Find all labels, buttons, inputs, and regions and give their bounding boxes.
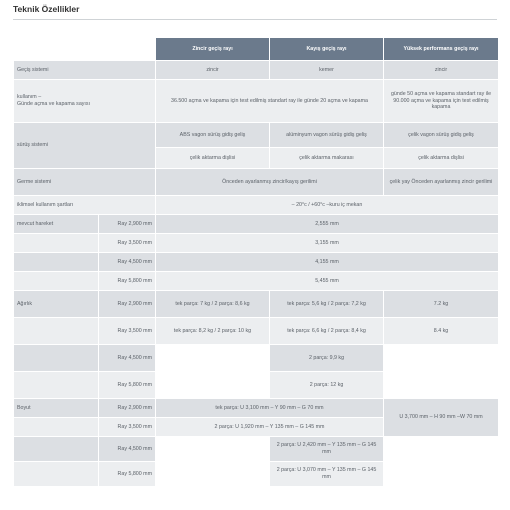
- row-label: Germe sistemi: [14, 169, 155, 195]
- ray-length: Ray 5,800 mm: [99, 372, 155, 398]
- cell-zincir: tek parça: 7 kg / 2 parça: 8,6 kg: [156, 291, 269, 317]
- row-label-empty: [14, 462, 98, 486]
- row-mevcut: [14, 215, 498, 233]
- ray-length: Ray 2,900 mm: [99, 399, 155, 417]
- ray-length: Ray 3,500 mm: [99, 234, 155, 252]
- cell-yuksek: çelik yay Önceden ayarlanmış zincir gerilimi: [384, 169, 498, 195]
- cell-yuksek: çelik vagon sürüş gidiş geliş: [384, 123, 498, 147]
- title-divider: [13, 19, 497, 20]
- row-agirlik: [14, 372, 498, 398]
- ray-length: Ray 5,800 mm: [99, 272, 155, 290]
- row-iklimsel: [14, 196, 498, 214]
- cell-kayis: kemer: [270, 61, 383, 79]
- cell-yuksek: zincir: [384, 61, 498, 79]
- table-header-row: [14, 38, 498, 60]
- row-label: iklimsel kullanım şartları: [14, 196, 155, 214]
- row-germe: [14, 169, 498, 195]
- row-label: Geçiş sistemi: [14, 61, 155, 79]
- cell-zincir-kayis: tek parça: U 3,100 mm – Y 90 mm – G 70 mm: [156, 399, 383, 417]
- row-mevcut: [14, 253, 498, 271]
- cell-zincir: zincir: [156, 61, 269, 79]
- cell-kayis: tek parça: 5,6 kg / 2 parça: 7,2 kg: [270, 291, 383, 317]
- row-label-empty: [14, 234, 98, 252]
- header-blank: [14, 38, 155, 60]
- row-label: kullanım – Günde açma ve kapama sayısı: [14, 80, 155, 122]
- cell-kayis: 2 parça: U 3,070 mm – Y 135 mm – G 145 mm: [270, 462, 383, 486]
- cell-empty: [384, 462, 498, 486]
- ray-length: Ray 5,800 mm: [99, 462, 155, 486]
- cell-yuksek: 7.2 kg: [384, 291, 498, 317]
- cell-zincir: ABS vagon sürüş gidiş geliş: [156, 123, 269, 147]
- cell-kayis: 2 parça: U 2,420 mm – Y 135 mm – G 145 mm: [270, 437, 383, 461]
- cell-yuksek: çelik aktarma dişlisi: [384, 148, 498, 168]
- row-label-empty: [14, 318, 98, 344]
- ray-length: Ray 3,500 mm: [99, 318, 155, 344]
- row-label-empty: [14, 372, 98, 398]
- cell-kayis: çelik aktarma makarası: [270, 148, 383, 168]
- cell-kayis: 2 parça: 12 kg: [270, 372, 383, 398]
- cell-all: – 20°c / +60°c –kuru iç mekan: [156, 196, 498, 214]
- ray-length: Ray 4,500 mm: [99, 437, 155, 461]
- cell-empty: [156, 345, 269, 371]
- row-gecis: [14, 61, 498, 79]
- row-label-empty: [14, 345, 98, 371]
- ray-length: Ray 3,500 mm: [99, 418, 155, 436]
- cell-all: 3,155 mm: [156, 234, 498, 252]
- row-mevcut: [14, 272, 498, 290]
- cell-empty: [156, 437, 269, 461]
- row-label-empty: [14, 437, 98, 461]
- ray-length: Ray 4,500 mm: [99, 253, 155, 271]
- cell-yuksek: günde 50 açma ve kapama standart ray ile 90.000 açma ve kapama için test edilmiş kapama: [384, 80, 498, 122]
- row-label-empty: [14, 272, 98, 290]
- row-agirlik: [14, 318, 498, 344]
- row-agirlik: [14, 291, 498, 317]
- row-label: sürüş sistemi: [14, 123, 155, 168]
- cell-all: 5,455 mm: [156, 272, 498, 290]
- cell-zincir-kayis: 2 parça: U 1,920 mm – Y 135 mm – G 145 mm: [156, 418, 383, 436]
- row-label-empty: [14, 253, 98, 271]
- row-boyut: [14, 437, 498, 461]
- ray-length: Ray 2,900 mm: [99, 291, 155, 317]
- page-title: Teknik Özellikler: [13, 4, 80, 14]
- row-mevcut: [14, 234, 498, 252]
- header-zincir: Zincir geçiş rayı: [156, 38, 269, 60]
- cell-zincir-kayis: 36.500 açma ve kapama için test edilmiş standart ray ile günde 20 açma ve kapama: [156, 80, 383, 122]
- row-boyut: [14, 399, 498, 417]
- cell-zincir: çelik aktarma dişlisi: [156, 148, 269, 168]
- cell-kayis: tek parça: 6,6 kg / 2 parça: 8,4 kg: [270, 318, 383, 344]
- cell-kayis: 2 parça: 9,9 kg: [270, 345, 383, 371]
- cell-zincir-kayis: Önceden ayarlanmış zincir/kayış gerilimi: [156, 169, 383, 195]
- cell-all: 2,555 mm: [156, 215, 498, 233]
- cell-empty: [384, 345, 498, 371]
- row-agirlik: [14, 345, 498, 371]
- cell-yuksek: 8.4 kg: [384, 318, 498, 344]
- cell-zincir: tek parça: 8,2 kg / 2 parça: 10 kg: [156, 318, 269, 344]
- row-kullanim: [14, 80, 498, 122]
- cell-empty: [384, 372, 498, 398]
- row-label: mevcut hareket: [14, 215, 98, 233]
- row-boyut: [14, 462, 498, 486]
- cell-all: 4,155 mm: [156, 253, 498, 271]
- row-surus: [14, 123, 498, 147]
- spec-table: [13, 37, 499, 487]
- row-label: Boyut: [14, 399, 98, 417]
- header-kayis: Kayış geçiş rayı: [270, 38, 383, 60]
- ray-length: Ray 4,500 mm: [99, 345, 155, 371]
- cell-empty: [384, 437, 498, 461]
- row-label: Ağırlık: [14, 291, 98, 317]
- cell-empty: [156, 372, 269, 398]
- row-label-empty: [14, 418, 98, 436]
- ray-length: Ray 2,900 mm: [99, 215, 155, 233]
- header-yuksek: Yüksek performans geçiş rayı: [384, 38, 498, 60]
- cell-empty: [156, 462, 269, 486]
- cell-kayis: alüminyum vagon sürüş gidiş geliş: [270, 123, 383, 147]
- cell-yuksek: U 3,700 mm – H 90 mm –W 70 mm: [384, 399, 498, 436]
